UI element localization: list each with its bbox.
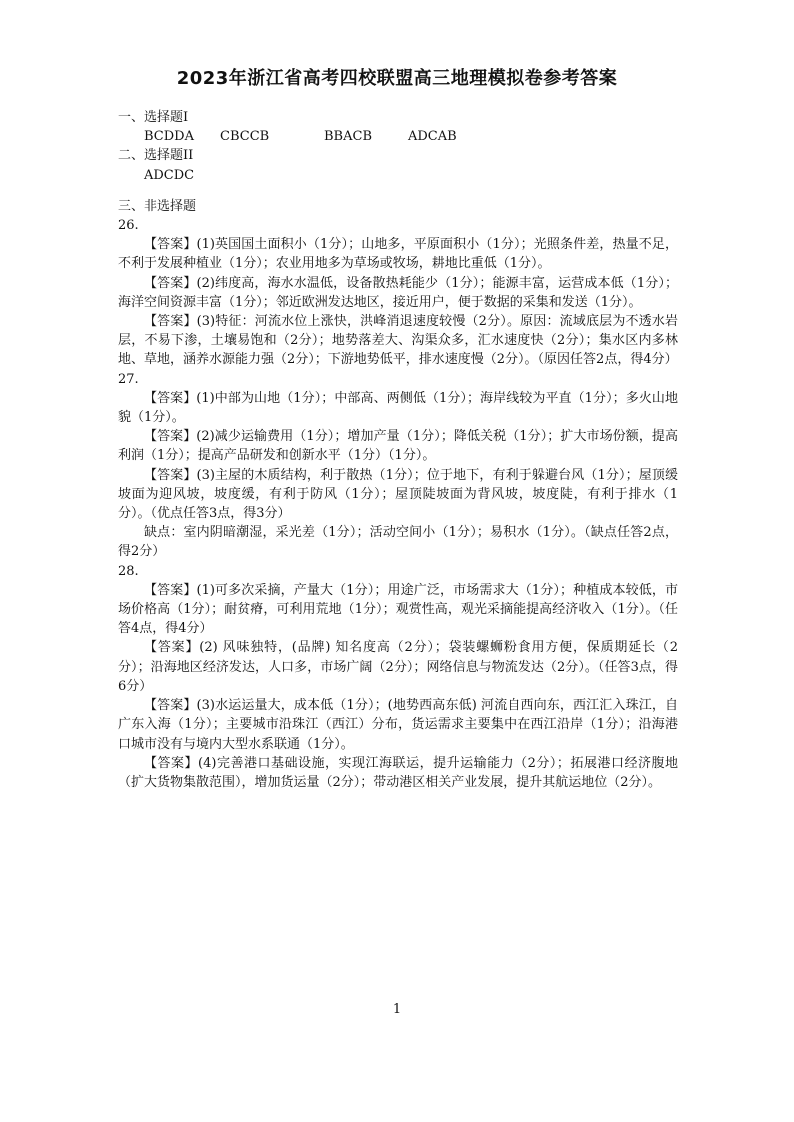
answer-group: ADCDC — [144, 167, 195, 183]
answer-paragraph: 【答案】(1)中部为山地（1分）；中部高、两侧低（1分）；海岸线较为平直（1分）；多火山地貌（1分）。 — [118, 390, 678, 426]
answer-group: BBACB — [324, 129, 372, 145]
answer-paragraph: 缺点：室内阴暗潮湿，采光差（1分）；活动空间小（1分）；易积水（1分）。（缺点任答2点，得2分） — [118, 525, 678, 560]
answer-paragraph: 【答案】(3)特征：河流水位上涨快，洪峰消退速度较慢（2分）。原因：流域底层为不透水岩层，不易下渗，土壤易饱和（2分）；地势落差大、沟渠众多，汇水速度快（2分）；集水区内多林地、草地，涵养水源能力强（2分）；下游地势低平，排水速度慢（2分）。（原因任答2点，得4分） — [118, 314, 678, 368]
answer-paragraph: 【答案】(3)主屋的木质结构，利于散热（1分）；位于地下，有利于躲避台风（1分）；屋顶缓坡面为迎风坡，坡度缓，有利于防风（1分）；屋顶陡坡面为背风坡，坡度陡，有利于排水（1分）。（优点任答3点，得3分） — [118, 467, 678, 522]
answer-paragraph: 【答案】(1)英国国土面积小（1分）；山地多，平原面积小（1分）；光照条件差，热量不足，不利于发展种植业（1分）；农业用地多为草场或牧场，耕地比重低（1分）。 — [118, 237, 678, 272]
answer-paragraph: 【答案】(2)纬度高，海水水温低，设备散热耗能少（1分）；能源丰富，运营成本低（1分）；海洋空间资源丰富（1分）；邻近欧洲发达地区，接近用户，便于数据的采集和发送（1分）。 — [118, 275, 678, 310]
section2-answers — [118, 166, 678, 185]
answer-group: CBCCB — [220, 129, 270, 145]
section3-heading: 三、非选择题 — [118, 198, 197, 214]
answer-group: ADCAB — [408, 129, 457, 145]
answer-paragraph: 【答案】(1)可多次采摘，产量大（1分）；用途广泛，市场需求大（1分）；种植成本较低，市场价格高（1分）；耐贫瘠，可利用荒地（1分）；观赏性高，观光采摘能提高经济收入（1分）。（任答4点，得4分） — [118, 582, 678, 637]
answer-paragraph: 【答案】(2)减少运输费用（1分）；增加产量（1分）；降低关税（1分）；扩大市场份额，提高利润（1分）；提高产品研发和创新水平（1分）（1分）。 — [118, 429, 678, 464]
section1-heading: 一、选择题I — [118, 110, 189, 125]
answer-group: BCDDA — [144, 129, 194, 145]
answer-paragraph: 【答案】(3)水运运量大，成本低（1分）；(地势西高东低) 河流自西向东，西江汇入珠江，自广东入海（1分）；主要城市沿珠江（西江）分布，货运需求主要集中在西江沿岸（1分）；沿海港口城市没有与境内大型水系联通（1分）。 — [118, 698, 678, 752]
answer-content — [118, 108, 678, 792]
page-title: 2023年浙江省高考四校联盟高三地理模拟卷参考答案 — [176, 68, 618, 89]
section1-answers — [118, 127, 678, 146]
question-number: 27. — [118, 371, 139, 387]
section2-heading: 二、选择题II — [118, 148, 194, 164]
answer-paragraph: 【答案】(2) 风味独特，(品牌) 知名度高（2分）；袋装螺蛳粉食用方便，保质期延长（2分）；沿海地区经济发达，人口多，市场广阔（2分）；网络信息与物流发达（2分）。（任答3点，得6分） — [118, 640, 678, 694]
page-number: 1 — [392, 1002, 402, 1017]
question-number: 26. — [118, 218, 139, 234]
answer-paragraph: 【答案】(4)完善港口基础设施，实现江海联运，提升运输能力（2分）；拓展港口经济腹地（扩大货物集散范围），增加货运量（2分）；带动港区相关产业发展，提升其航运地位（2分）。 — [118, 755, 678, 790]
question-number: 28. — [118, 563, 139, 579]
